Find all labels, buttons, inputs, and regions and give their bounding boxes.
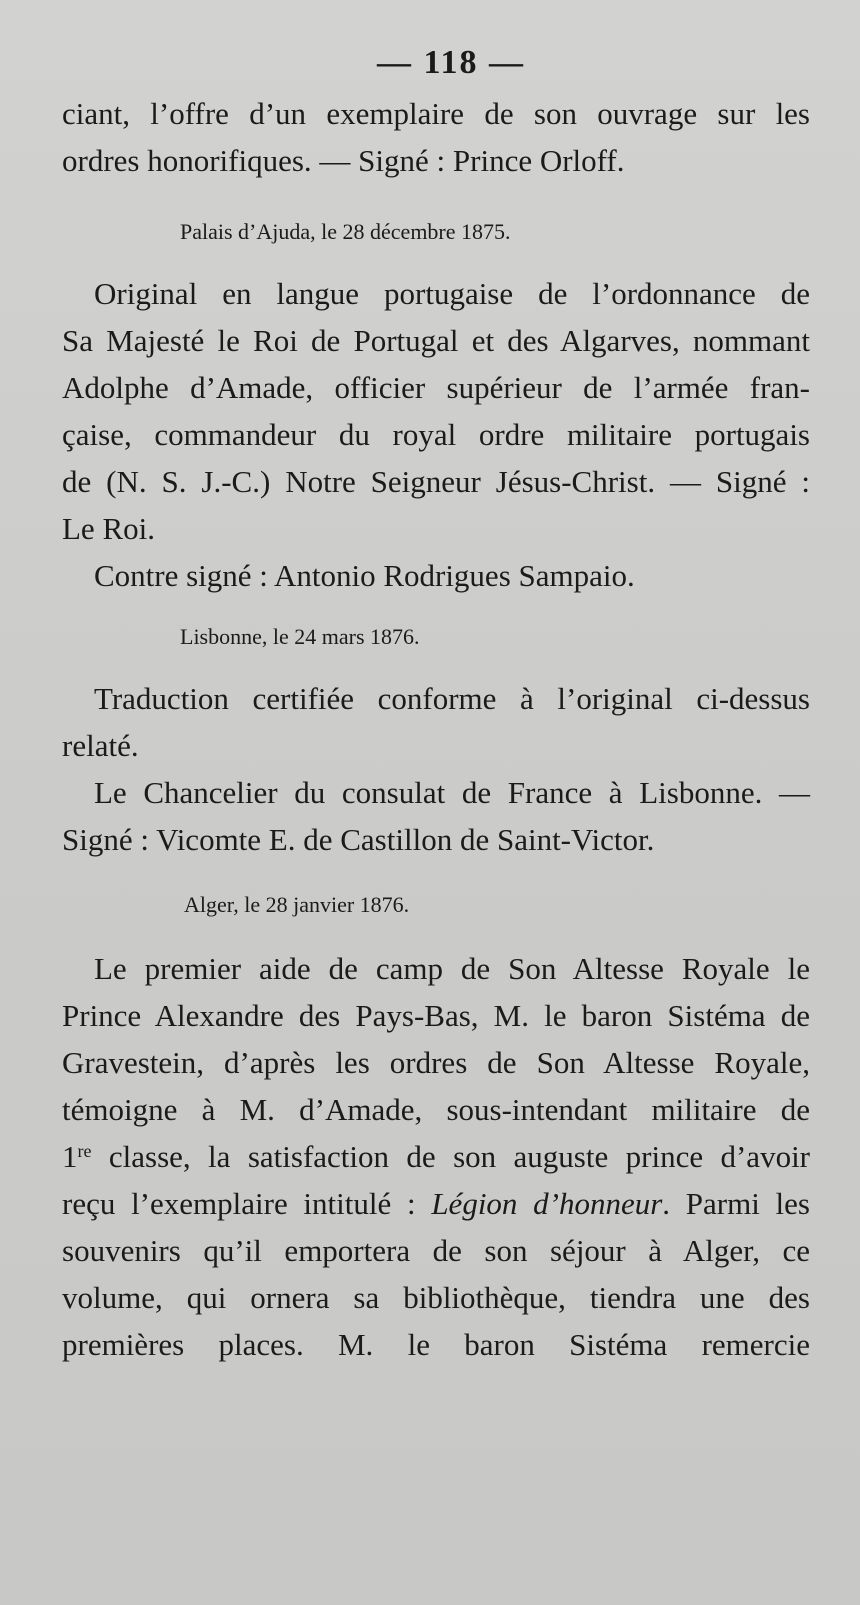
- page-number: — 118 —: [376, 44, 526, 81]
- ordinal-number: 1: [62, 1139, 78, 1174]
- text-span: reçu l’exemplaire intitulé :: [62, 1186, 432, 1221]
- page-content: [62, 36, 810, 1368]
- text-line: Adolphe d’Amade, officier supérieur de l’armée fran-: [62, 370, 810, 405]
- text-line: relaté.: [62, 728, 139, 763]
- text-line: Sa Majesté le Roi de Portugal et des Algarves, nommant: [62, 323, 810, 358]
- text-line: témoigne à M. d’Amade, sous-intendant militaire de: [62, 1092, 810, 1127]
- text-line: Traduction certifiée conforme à l’original ci-dessus: [94, 681, 810, 716]
- text-line: Le premier aide de camp de Son Altesse Royale le: [94, 951, 810, 986]
- dateline: Palais d’Ajuda, le 28 décembre 1875.: [180, 219, 511, 244]
- text-line: Signé : Vicomte E. de Castillon de Saint-Victor.: [62, 822, 655, 857]
- text-line: souvenirs qu’il emportera de son séjour à Alger, ce: [62, 1233, 810, 1268]
- text-line: çaise, commandeur du royal ordre militaire portugais: [62, 417, 810, 452]
- dateline: Lisbonne, le 24 mars 1876.: [180, 624, 420, 649]
- dateline: Alger, le 28 janvier 1876.: [184, 892, 410, 917]
- text-line: volume, qui ornera sa bibliothèque, tiendra une des: [62, 1280, 810, 1315]
- text-line: Original en langue portugaise de l’ordonnance de: [94, 276, 810, 311]
- text-line: de (N. S. J.-C.) Notre Seigneur Jésus-Christ. — Signé :: [62, 464, 810, 499]
- text-line: ciant, l’offre d’un exemplaire de son ouvrage sur les: [62, 96, 810, 131]
- text-line: Prince Alexandre des Pays-Bas, M. le baron Sistéma de: [62, 998, 810, 1033]
- text-line: Le Chancelier du consulat de France à Lisbonne. —: [94, 775, 810, 810]
- book-title: Légion d’honneur: [431, 1186, 663, 1221]
- text-line: ordres honorifiques. — Signé : Prince Orloff.: [62, 143, 625, 178]
- text-span: classe, la satisfaction de son auguste prince d’avoir: [91, 1139, 810, 1174]
- text-line: [62, 1133, 810, 1180]
- text-span: . Parmi les: [662, 1186, 810, 1221]
- text-line: Contre signé : Antonio Rodrigues Sampaio.: [94, 558, 635, 593]
- text-line: Gravestein, d’après les ordres de Son Altesse Royale,: [62, 1045, 810, 1080]
- text-line: [62, 1180, 810, 1227]
- text-line: premières places. M. le baron Sistéma remercie: [62, 1327, 810, 1362]
- text-line: Le Roi.: [62, 511, 155, 546]
- ordinal-superscript: re: [77, 1141, 92, 1161]
